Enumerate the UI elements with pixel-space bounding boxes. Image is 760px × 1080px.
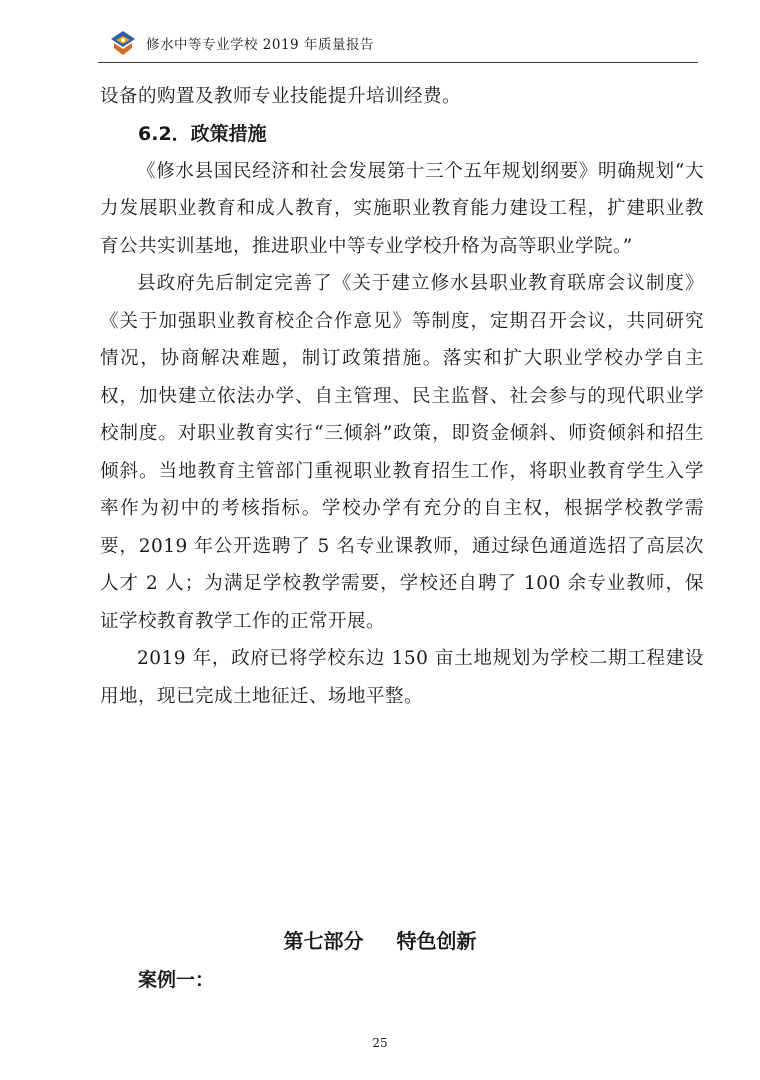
page-number: 25 bbox=[372, 1036, 388, 1050]
section-heading: 6.2．政策措施 bbox=[138, 122, 267, 145]
school-emblem-icon bbox=[108, 28, 138, 58]
paragraph-plan: 《修水县国民经济和社会发展第十三个五年规划纲要》明确规划“大力发展职业教育和成人教育，实施职业教育能力建设工程，扩建职业教育公共实训基地，推进职业中等专业学校升格为高等职业学院。” bbox=[100, 160, 704, 257]
paragraph-continuation: 设备的购置及教师专业技能提升培训经费。 bbox=[100, 86, 462, 107]
header-title: 修水中等专业学校 2019 年质量报告 bbox=[146, 37, 374, 53]
page-header bbox=[108, 26, 668, 60]
case-title: 案例一： bbox=[138, 969, 215, 991]
document-body bbox=[100, 78, 704, 715]
paragraph-land: 2019 年，政府已将学校东边 150 亩土地规划为学校二期工程建设用地，现已完成土地征迁、场地平整。 bbox=[100, 648, 704, 707]
header-divider bbox=[98, 62, 698, 63]
part-title: 第七部分 特色创新 bbox=[283, 929, 477, 953]
paragraph-policy: 县政府先后制定完善了《关于建立修水县职业教育联席会议制度》《关于加强职业教育校企合作意见》等制度，定期召开会议，共同研究情况，协商解决难题，制订政策措施。落实和扩大职业学校办学自主权，加快建立依法办学、自主管理、民主监督、社会参与的现代职业学校制度。对职业教育实行“三倾斜”政策，即资金倾斜、师资倾斜和招生倾斜。当地教育主管部门重视职业教育招生工作，将职业教育学生入学率作为初中的考核指标。学校办学有充分的自主权，根据学校教学需要，2019 年公开选聘了 5 名专业课教师，通过绿色通道选招了高层次人才 2 人；为满足学校教学需要，学校还自聘了 100 余专业教师，保证学校教育教学工作的正常开展。 bbox=[100, 273, 704, 632]
